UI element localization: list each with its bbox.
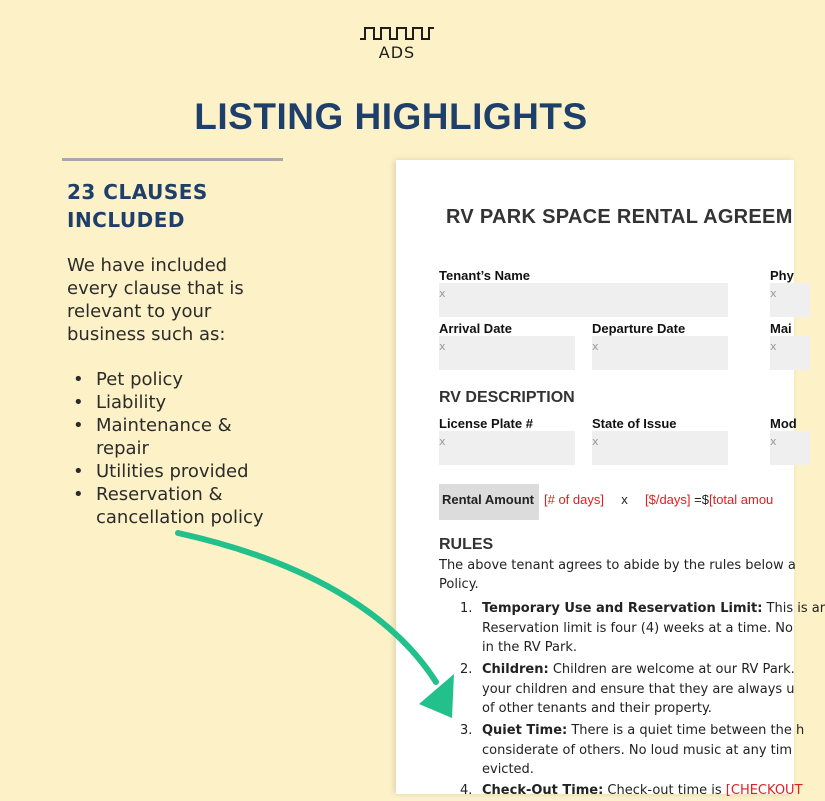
state-of-issue-label: State of Issue: [592, 416, 677, 431]
list-item: • Liability: [73, 392, 167, 413]
rental-amount-label: Rental Amount: [439, 484, 539, 520]
brand-logo: [358, 26, 436, 62]
logo-wave-icon: [359, 26, 435, 40]
license-plate-label: License Plate #: [439, 416, 533, 431]
list-item: • Utilities provided: [73, 461, 249, 482]
rules-heading: RULES: [439, 536, 494, 553]
rv-description-heading: RV DESCRIPTION: [439, 389, 575, 406]
tenant-name-label: Tenant’s Name: [439, 268, 531, 283]
list-item: • Reservation & cancellation policy: [73, 484, 264, 528]
model-field: x: [770, 431, 810, 465]
intro-line: relevant to your: [67, 301, 212, 322]
rules-intro: The above tenant agrees to abide by the rules below a Policy.: [439, 558, 796, 592]
divider: [62, 158, 283, 161]
arrival-date-field: x: [439, 336, 575, 370]
intro-line: We have included: [67, 255, 228, 276]
page-title: LISTING HIGHLIGHTS: [194, 96, 588, 137]
clauses-heading-line: INCLUDED: [67, 208, 185, 232]
clauses-heading: [67, 178, 307, 234]
intro-line: every clause that is: [67, 278, 244, 299]
model-label: Mod: [770, 416, 797, 431]
departure-date-label: Departure Date: [592, 321, 686, 336]
tenant-name-field: x: [439, 283, 728, 317]
list-item: • Maintenance & repair: [73, 415, 232, 459]
license-plate-field: x: [439, 431, 575, 465]
bullet-icon: •: [73, 484, 84, 505]
clauses-heading-line: 23 CLAUSES: [67, 180, 208, 204]
phone-field: x: [770, 283, 810, 317]
intro-line: business such as:: [67, 324, 226, 345]
mail-field: x: [770, 336, 810, 370]
phone-label: Phy: [770, 268, 794, 283]
mail-label: Mai: [770, 321, 792, 336]
intro-text: [67, 254, 297, 346]
agreement-title: RV PARK SPACE RENTAL AGREEM: [446, 206, 793, 228]
bullet-icon: •: [73, 369, 84, 390]
list-item: • Pet policy: [73, 369, 184, 390]
agreement-preview: RV PARK SPACE RENTAL AGREEM Tenant’s Name x Phy x Arrival Date x Departure Date x Mai x RV DESCRIPTION License Plate # x State of Issue x Mod x Rental Amount [# of days] x [$/days] =$[total amou RULES The above tenant agrees to abide by the rules below a Policy. 1. Temporary Use and Reservation Limit: This is ar Reservation limit is four (4) weeks at a time. No in the RV Park. 2. Children: Children are welcome at our RV Park. your children and ensure that they are always u of other tenants and their property. 3. Quiet Time: There is a quiet time between the h considerate of others. No loud music at any tim evicted. 4. Check-Out Time: Check-out time is [CHECKOUT: [396, 160, 794, 794]
clause-list: [73, 368, 303, 529]
bullet-icon: •: [73, 392, 84, 413]
arrival-date-label: Arrival Date: [439, 321, 512, 336]
brand-name: ADS: [378, 43, 416, 62]
state-of-issue-field: x: [592, 431, 728, 465]
bullet-icon: •: [73, 415, 84, 436]
bullet-icon: •: [73, 461, 84, 482]
departure-date-field: x: [592, 336, 728, 370]
rental-amount-formula: [# of days] x [$/days] =$[total amou: [544, 492, 774, 507]
